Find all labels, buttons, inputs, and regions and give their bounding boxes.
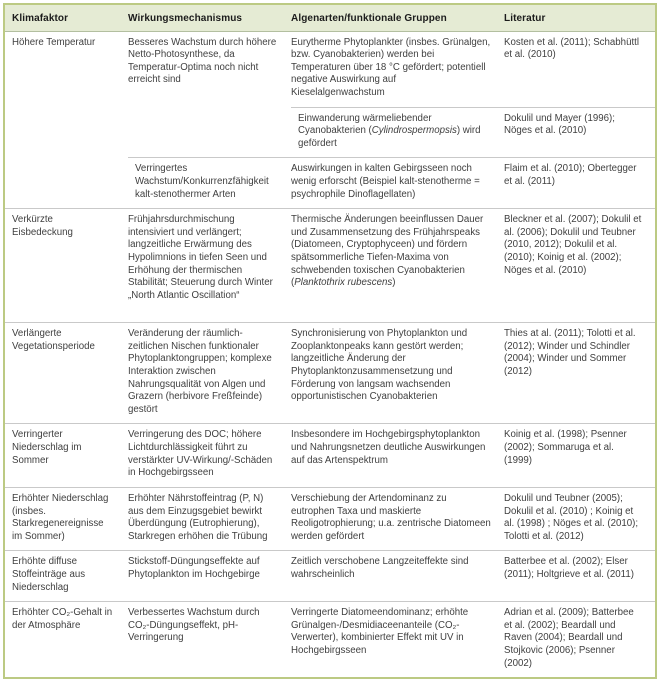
table-row bbox=[4, 551, 656, 602]
table-row bbox=[4, 323, 656, 424]
cell-algenarten: Verringerte Diatomeendominanz; erhöhte Grünalgen-/Desmidiaceenanteile (CO₂-Verwerter), kombinierter Effekt mit UV in Hochgebirgsseen bbox=[291, 602, 504, 679]
climate-factors-table bbox=[3, 3, 657, 679]
cell-wirkungsmechanismus: Stickstoff-Düngungseffekte auf Phytoplankton im Hochgebirge bbox=[128, 551, 291, 602]
column-header-algenarten: Algenarten/funktionale Gruppen bbox=[291, 4, 504, 31]
cell-literatur: Bleckner et al. (2007); Dokulil et al. (2006); Dokulil und Teubner (2010, 2012); Dokulil et al. (2010); Koinig et al. (2002); Nöges et al. (2010) bbox=[504, 209, 656, 323]
cell-klimafaktor: Erhöhter Niederschlag (insbes. Starkregenereignisse im Sommer) bbox=[4, 487, 128, 550]
cell-algenarten: Einwanderung wärmeliebender Cyanobakterien (Cylindrospermopsis) wird gefördert bbox=[291, 107, 504, 158]
column-header-klimafaktor: Klimafaktor bbox=[4, 4, 128, 31]
table-row bbox=[4, 209, 656, 323]
cell-klimafaktor: Verlängerte Vegetationsperiode bbox=[4, 323, 128, 424]
header-row bbox=[4, 4, 656, 31]
column-header-literatur: Literatur bbox=[504, 4, 656, 31]
cell-algenarten: Thermische Änderungen beeinflussen Dauer und Zusammensetzung des Frühjahrspeaks (Diatomeen, Cryptophyceen) und fördern spätsommerliche Tiefen-Maxima von schwebenden toxischen Cyanobakterien (Planktothrix rubescens) bbox=[291, 209, 504, 323]
cell-literatur: Dokulil und Teubner (2005); Dokulil et al. (2010) ; Koinig et al. (1998) ; Nöges et al. (2010); Tolotti et al. (2012) bbox=[504, 487, 656, 550]
cell-klimafaktor: Verkürzte Eisbedeckung bbox=[4, 209, 128, 323]
cell-literatur: Thies at al. (2011); Tolotti et al. (2012); Winder und Schindler (2004); Winder und Sommer (2012) bbox=[504, 323, 656, 424]
cell-algenarten: Auswirkungen in kalten Gebirgsseen noch wenig erforscht (Beispiel kalt-stenotherme = psychrophile Dinoflagellaten) bbox=[291, 158, 504, 209]
cell-algenarten: Verschiebung der Artendominanz zu eutrophen Taxa und maskierte Reoligotrophierung; u.a. zentrische Diatomeen werden gefördert bbox=[291, 487, 504, 550]
cell-wirkungsmechanismus: Verringertes Wachstum/Konkurrenzfähigkeit kalt-stenothermer Arten bbox=[128, 158, 291, 209]
cell-wirkungsmechanismus: Verbessertes Wachstum durch CO₂-Düngungseffekt, pH-Verringerung bbox=[128, 602, 291, 679]
cell-literatur: Kosten et al. (2011); Schabhüttl et al. (2010) bbox=[504, 36, 639, 61]
cell-literatur: Dokulil und Mayer (1996); Nöges et al. (2010) bbox=[504, 107, 656, 158]
cell-algenarten: Insbesondere im Hochgebirgsphytoplankton und Nahrungsnetzen deutliche Auswirkungen auf das Artenspektrum bbox=[291, 424, 504, 487]
cell-literatur: Flaim et al. (2010); Obertegger et al. (2011) bbox=[504, 158, 656, 209]
cell-wirkungsmechanismus: Erhöhter Nährstoffeintrag (P, N) aus dem Einzugsgebiet bewirkt Überdüngung (Eutrophierung), Starkregen erhöhen die Trübung bbox=[128, 487, 291, 550]
cell-klimafaktor: Höhere Temperatur bbox=[12, 36, 96, 48]
cell-klimafaktor: Erhöhte diffuse Stoffeinträge aus Niederschlag bbox=[4, 551, 128, 602]
cell-literatur: Koinig et al. (1998); Psenner (2002); Sommaruga et al. (1999) bbox=[504, 424, 656, 487]
table-row bbox=[4, 487, 656, 550]
column-header-wirkungsmechanismus: Wirkungsmechanismus bbox=[128, 4, 291, 31]
cell-klimafaktor: Erhöhter CO₂-Gehalt in der Atmosphäre bbox=[4, 602, 128, 679]
cell-wirkungsmechanismus: Frühjahrsdurchmischung intensiviert und verlängert; langzeitliche Erwärmung des Hypolimnions in tiefen Seen und Erhöhung der thermischen Stabilität; Steuerung durch Winter „North Atlantic Oscillation“ bbox=[128, 209, 291, 323]
table-row bbox=[4, 602, 656, 679]
cell-klimafaktor: Verringerter Niederschlag im Sommer bbox=[4, 424, 128, 487]
cell-algenarten: Synchronisierung von Phytoplankton und Zooplanktonpeaks kann gestört werden; langzeitliche Änderung der Phytoplanktonzusammensetzung und Förderung von langsam wachsenden opportunistischen Cyanobakterien bbox=[291, 323, 504, 424]
cell-wirkungsmechanismus: Veränderung der räumlich-zeitlichen Nischen funktionaler Phytoplanktongruppen; komplexe Interaktion zwischen Nahrungsqualität von Algen und Grazern (herbivore Freßfeinde) gestört bbox=[128, 323, 291, 424]
table-row bbox=[4, 31, 656, 107]
cell-algenarten: Eurytherme Phytoplankter (insbes. Grünalgen, bzw. Cyanobakterien) werden bei Temperaturen über 18 °C gefördert; potentiell negative Auswirkung auf Kieselalgenwachstum bbox=[291, 36, 491, 98]
cell-wirkungsmechanismus: Besseres Wachstum durch höhere Netto-Photosynthese, da Temperatur-Optima noch nicht erreicht sind bbox=[128, 36, 277, 86]
cell-wirkungsmechanismus: Verringerung des DOC; höhere Lichtdurchlässigkeit führt zu verstärkter UV-Wirkung/-Schäden in Hochgebirgsseen bbox=[128, 424, 291, 487]
table-row bbox=[4, 424, 656, 487]
cell-literatur: Adrian et al. (2009); Batterbee et al. (2002); Beardall und Raven (2004); Beardall und Stojkovic (2006); Psenner (2002) bbox=[504, 602, 656, 679]
cell-literatur: Batterbee et al. (2002); Elser (2011); Holtgrieve et al. (2011) bbox=[504, 551, 656, 602]
cell-algenarten: Zeitlich verschobene Langzeiteffekte sind wahrscheinlich bbox=[291, 551, 504, 602]
